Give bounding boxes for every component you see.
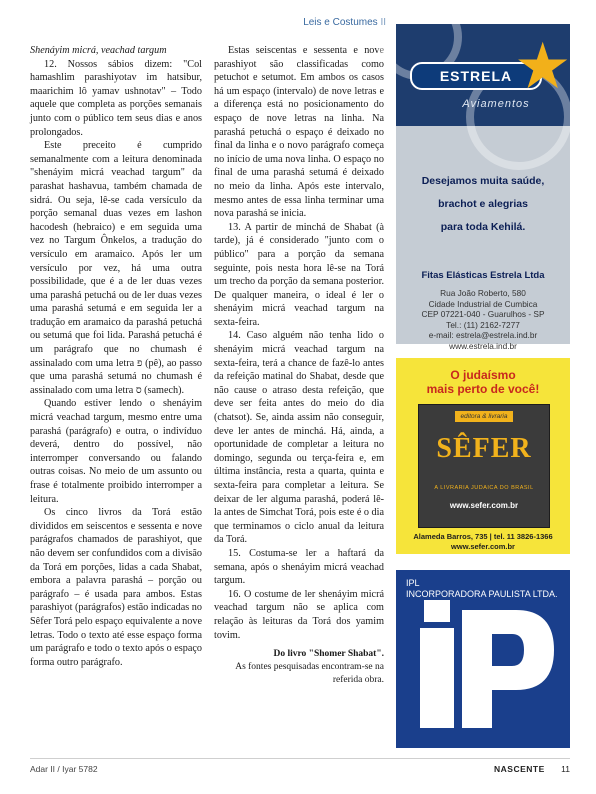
estrela-address — [396, 288, 570, 351]
sefer-tab: editora & livraria — [455, 411, 513, 422]
estrela-advertisement[interactable] — [396, 24, 572, 351]
ipl-company: INCORPORADORA PAULISTA LTDA. — [406, 589, 558, 599]
ipl-logo-mark — [396, 570, 570, 748]
address-line: Rua João Roberto, 580 — [440, 288, 526, 298]
paragraph: 14. Caso alguém não tenha lido o shenáyim micrá veachad targum na sexta-feira, terá a chance de fazê-lo antes da refeição matinal do Shabat, desde que não cause o atraso desta refeição, que deve ser feita antes do meio do dia (chatsot). Se, ainda assim não conseguir, deve ler antes de minchá. Há, ainda, a oportunidade de completar a leitura no domingo, segunda ou terça-feira e, em última instância, resta a quarta, quinta e sexta-feira para completar a leitura. Se deixar de ler alguma parashá, poderá lê-la antes de Simchat Torá, pois este é o dia que terminamos o ciclo anual da leitura da Torá. — [214, 330, 384, 546]
subsection-heading: Shenáyim micrá, veachad targum — [30, 45, 167, 56]
estrela-slogan — [396, 170, 570, 239]
sefer-logo: SÊFER — [436, 433, 532, 464]
slogan-line: Desejamos muita saúde, — [421, 175, 545, 187]
website-link[interactable]: www.estrela.ind.br — [449, 340, 517, 351]
paragraph: 15. Costuma-se ler a haftará da semana, após o shenáyim micrá veachad targum. — [214, 547, 384, 587]
paragraph: Estas seiscentas e sessenta e nove parashiyot são classificadas como petuchot e setumot. Em ambos os casos há um espaço (intervalo) de nove letras e a diferença está no posicionamento do espaço de nove letras na linha. Na parashá petuchá o espaço é deixado no final da linha e o novo parágrafo começa no início de uma nova linha. O espaço no final de uma parashá setumá é deixado no meio da linha. Após este intervalo, mesmo antes de essa linha terminar uma nova parashá se inicia. — [214, 45, 384, 220]
estrela-subtitle: Aviamentos — [462, 98, 530, 110]
section-header: Leis e Costumes II — [303, 17, 386, 28]
estrela-company: Fitas Elásticas Estrela Ltda — [421, 270, 545, 281]
slogan-line: brachot e alegrias — [438, 198, 528, 210]
magazine-brand: NASCENTE — [494, 764, 545, 774]
text-column-1 — [30, 44, 202, 669]
estrela-banner — [396, 24, 570, 126]
slogan-line: para toda Kehilá. — [440, 221, 526, 233]
paragraph: Este preceito é cumprido semanalmente com a leitura denominada "shenáyim micrá veachad targum" da parashat hashavua, também chamada de sidrá. Ou seja, lê-se cada versículo da porção semanal duas vezes em lashon hacodesh (hebraico) e em seguida uma vez no Targum Ônkelos, a tradução do versículo em aramaico. Após ler um versículo por vez, há uma outra possibilidade, que é a de ler duas vezes uma parashá petuchá ou de ler duas vezes uma parashá setumá e em seguida ler a tradução em aramaico da parashá petuchá ou setumá que foi lida. Parashá petuchá é um parágrafo que no chumash é assinalado com uma letra פ (pê), ao passo que uma parashá setumá no chumash é assinalado com uma letra ס (samech). — [30, 140, 202, 396]
sefer-headline — [396, 368, 570, 396]
source-note — [214, 648, 384, 687]
text-column-2 — [214, 44, 384, 687]
footer-divider — [30, 758, 570, 759]
paragraph: 12. Nossos sábios dizem: "Col hamashlim parashiyotav im hatsibur, maarichim lô yamav ushnotav" – Todo aquele que completa as porções semanais junto com o público tem seus dias e anos prolongados. — [30, 58, 202, 138]
estrela-logo: ESTRELA — [410, 62, 542, 90]
star-icon: ★ — [514, 30, 572, 102]
sefer-address: Alameda Barros, 735 | tel. 11 3826-1366 — [413, 532, 553, 541]
paragraph: 13. A partir de minchá de Shabat (à tarde), já é considerado "junto com o público" para a porção da semana seguinte, pois nesta hora lê-se na Torá um trecho da porção da semana posterior. De qualquer maneira, o ideal é ler o shenáyim micrá veachad targum na sexta-feira. — [214, 221, 384, 328]
ipl-letter-i — [420, 628, 454, 728]
address-line: Cidade Industrial de Cumbica — [428, 298, 538, 309]
sefer-advertisement[interactable] — [396, 358, 570, 554]
headline-line: O judaísmo — [450, 368, 516, 382]
paragraph: Quando estiver lendo o shenáyim micrá veachad targum, mesmo entre uma parashá (parágrafo) e outra, o indivíduo deverá, dentro do possível, não interromper conversando ou falando outras coisas. No meio de um assunto ou frase é totalmente proibido interromper a leitura. — [30, 398, 202, 505]
sefer-website-link[interactable]: www.sefer.com.br — [451, 541, 515, 551]
paragraph: 16. O costume de ler shenáyim micrá veachad targum não se aplica com relação às leituras da Torá dos yamim tovim. — [214, 588, 384, 641]
address-line: CEP 07221-040 - Guarulhos - SP — [421, 309, 545, 319]
sefer-contact — [396, 532, 570, 551]
page-number: 11 — [561, 764, 570, 774]
issue-date: Adar II / Iyar 5782 — [30, 764, 98, 774]
email-link[interactable]: e-mail: estrela@estrela.ind.br — [428, 330, 538, 340]
paragraph: Os cinco livros da Torá estão divididos em seiscentos e sessenta e nove parágrafos chamados de parashiyot, que não devem ser confundidos com a divisão da Torá em porções, lidas a cada Shabat, embora a palavra parashá – porção ou parágrafo – é usada para ambos. Estas parashiyot (parágrafos) estão indicadas no Sêfer Torá pelo espaço equivalente a nove letras. Todo o texto até esse espaço forma um parágrafo e todo o texto após o espaço forma outro parágrafo. — [30, 507, 202, 668]
ipl-dot — [424, 600, 450, 622]
source-title: Do livro "Shomer Shabat". — [273, 649, 384, 660]
sefer-book-image — [418, 404, 550, 528]
ipl-letter-p — [462, 610, 554, 728]
ipl-acronym: IPL — [406, 578, 420, 588]
phone-line: Tel.: (11) 2162-7277 — [446, 319, 520, 330]
source-remark: As fontes pesquisadas encontram-se na referida obra. — [235, 662, 384, 686]
page-footer — [494, 764, 570, 774]
sefer-tagline: A LIVRARIA JUDAICA DO BRASIL — [434, 485, 534, 491]
headline-line: mais perto de você! — [426, 382, 540, 396]
ipl-advertisement[interactable] — [396, 570, 570, 748]
sefer-book-website: www.sefer.com.br — [449, 501, 519, 510]
